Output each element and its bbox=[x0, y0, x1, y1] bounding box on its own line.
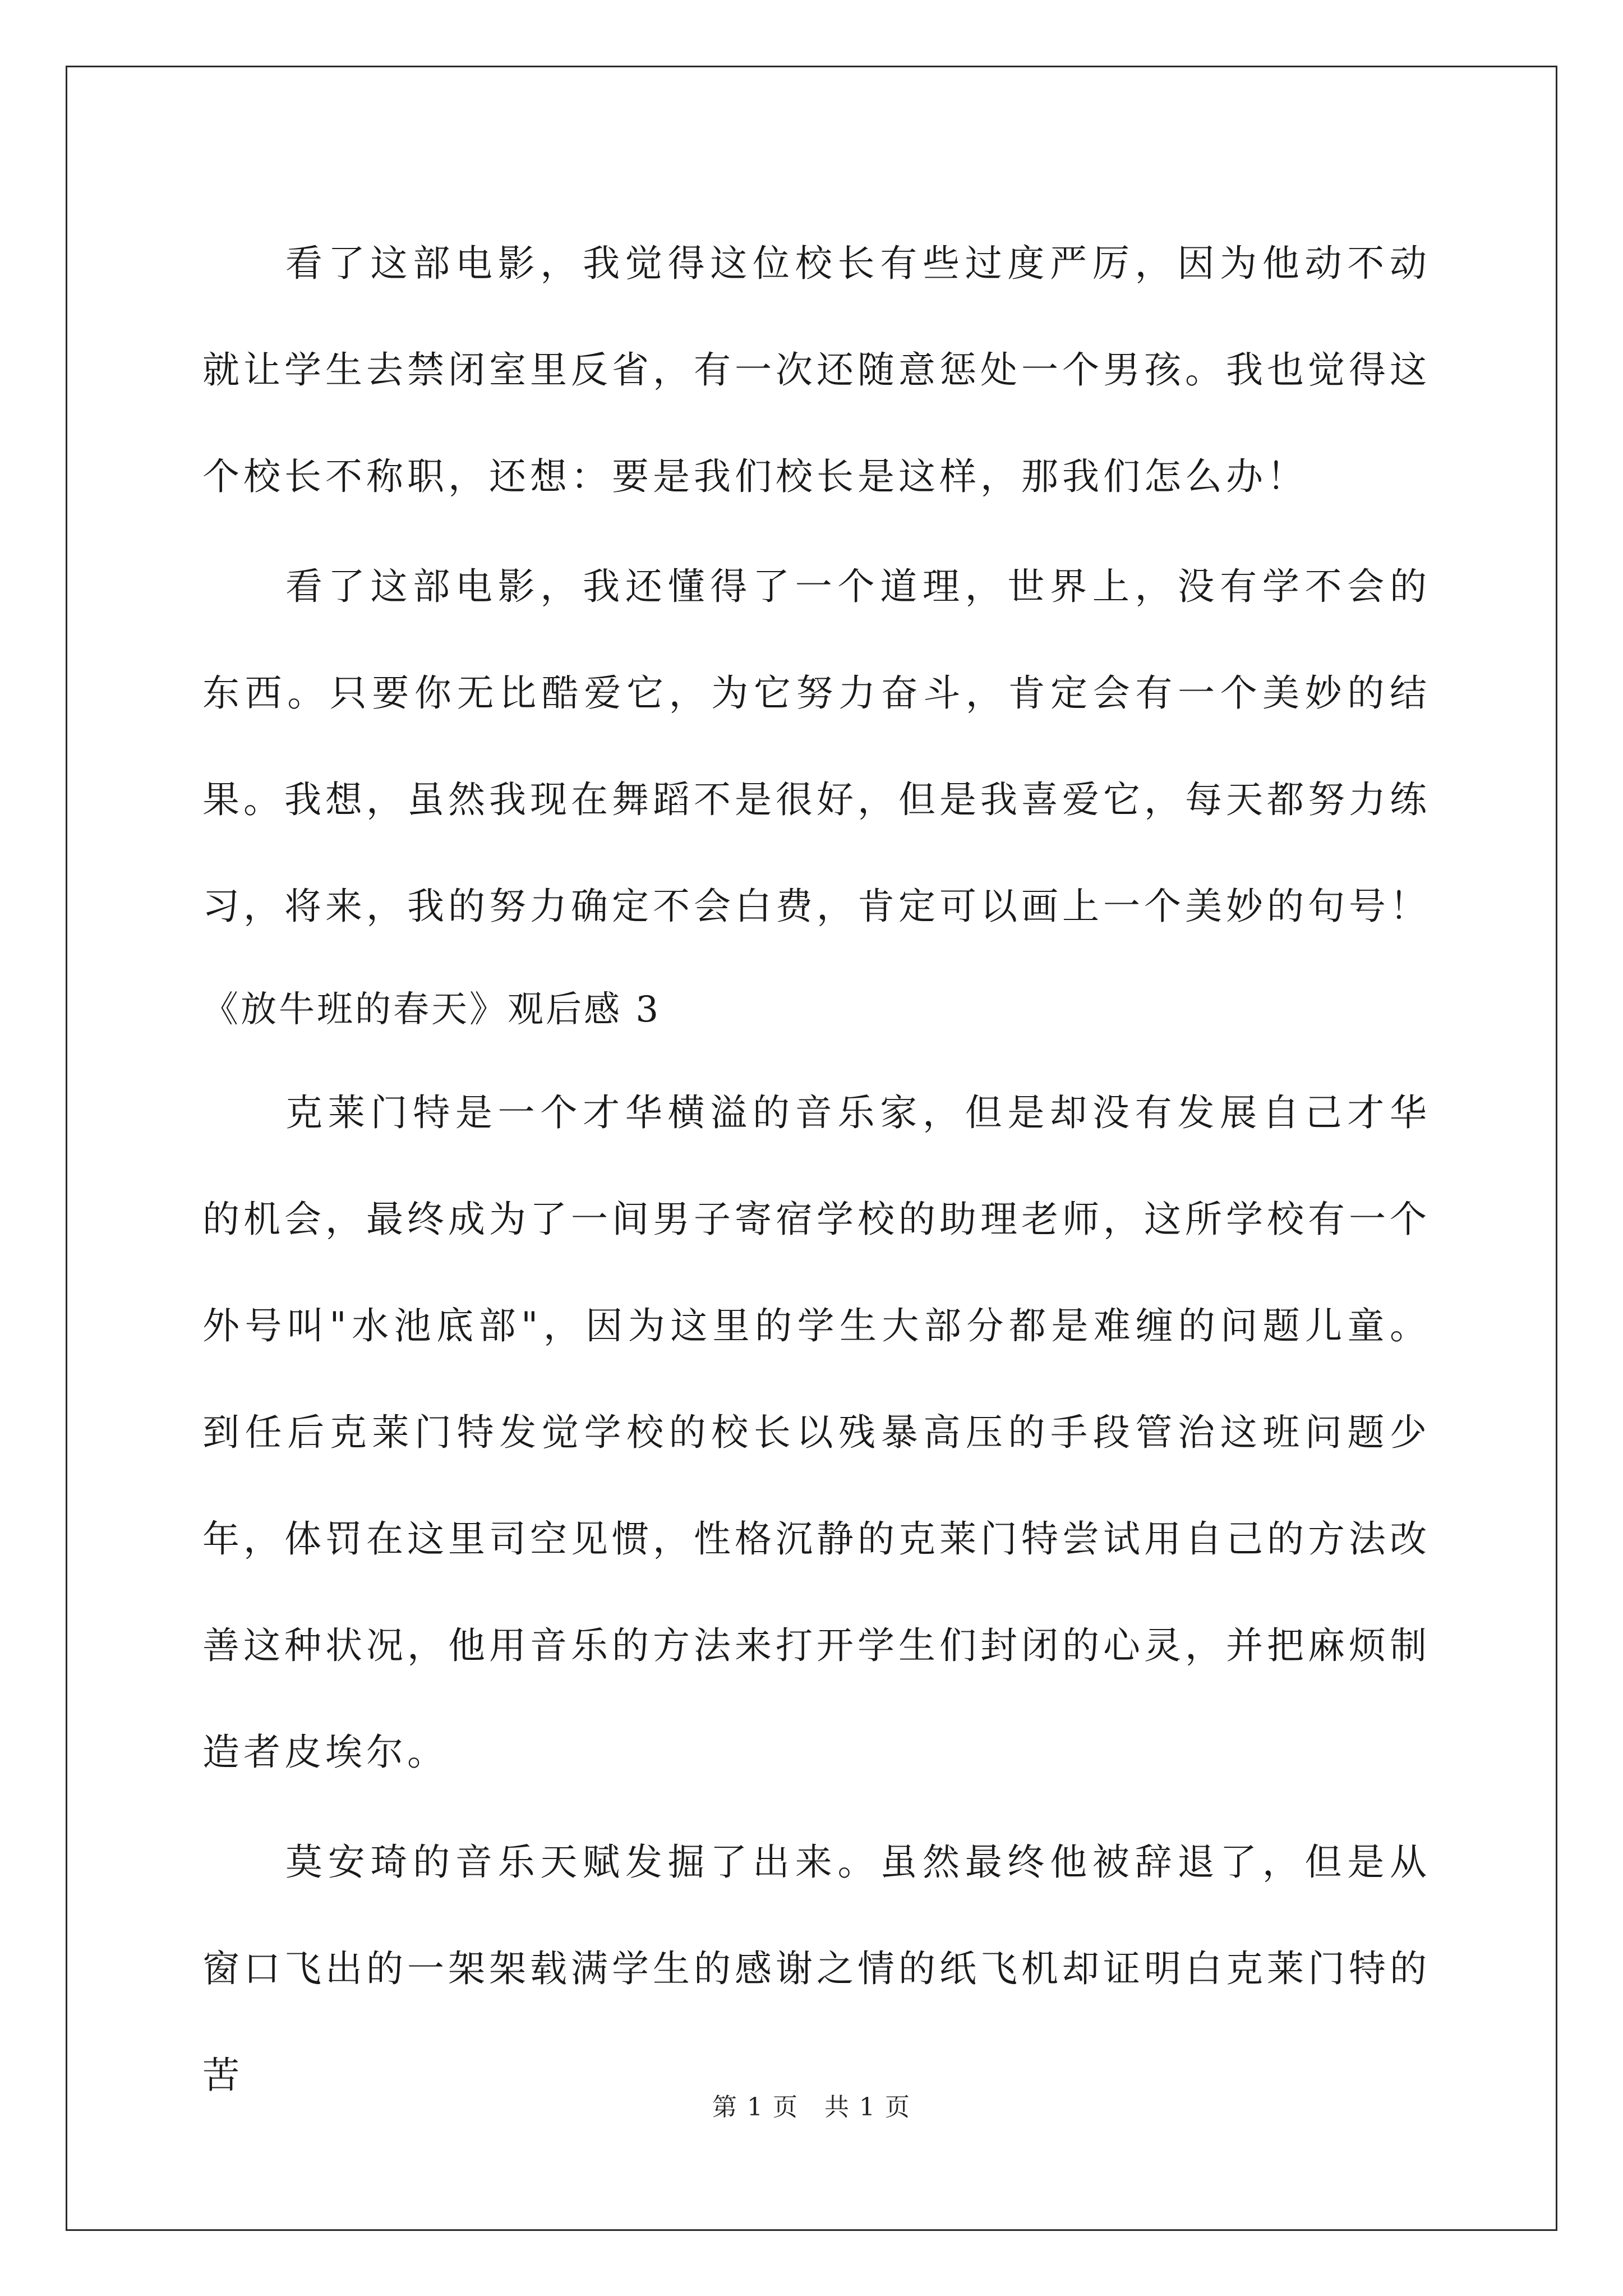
paragraph-3: 克莱门特是一个才华横溢的音乐家，但是却没有发展自己才华的机会，最终成为了一间男子寄宿学校的助理老师，这所学校有一个外号叫"水池底部"，因为这里的学生大部分都是难缠的问题儿童。到任后克莱门特发觉学校的校长以残暴高压的手段管治这班问题少年，体罚在这里司空见惯，性格沉静的克莱门特尝试用自己的方法改善这种状况，他用音乐的方法来打开学生们封闭的心灵，并把麻烦制造者皮埃尔。 bbox=[202, 1091, 1431, 1774]
page-number-footer: 第 1 页 共 1 页 bbox=[712, 2093, 911, 2122]
paragraph-4: 莫安琦的音乐天赋发掘了出来。虽然最终他被辞退了，但是从窗口飞出的一架架载满学生的感谢之情的纸飞机却证明白克莱门特的苦 bbox=[202, 1841, 1431, 2097]
document-body bbox=[202, 210, 1431, 2129]
paragraph-1: 看了这部电影，我觉得这位校长有些过度严厉，因为他动不动就让学生去禁闭室里反省，有一次还随意惩处一个男孩。我也觉得这个校长不称职，还想：要是我们校长是这样，那我们怎么办！ bbox=[202, 242, 1431, 498]
paragraph-2: 看了这部电影，我还懂得了一个道理，世界上，没有学不会的东西。只要你无比酷爱它，为它努力奋斗，肯定会有一个美妙的结果。我想，虽然我现在舞蹈不是很好，但是我喜爱它，每天都努力练习，将来，我的努力确定不会白费，肯定可以画上一个美妙的句号！ bbox=[202, 565, 1431, 928]
section-heading: 《放牛班的春天》观后感 3 bbox=[202, 989, 661, 1030]
